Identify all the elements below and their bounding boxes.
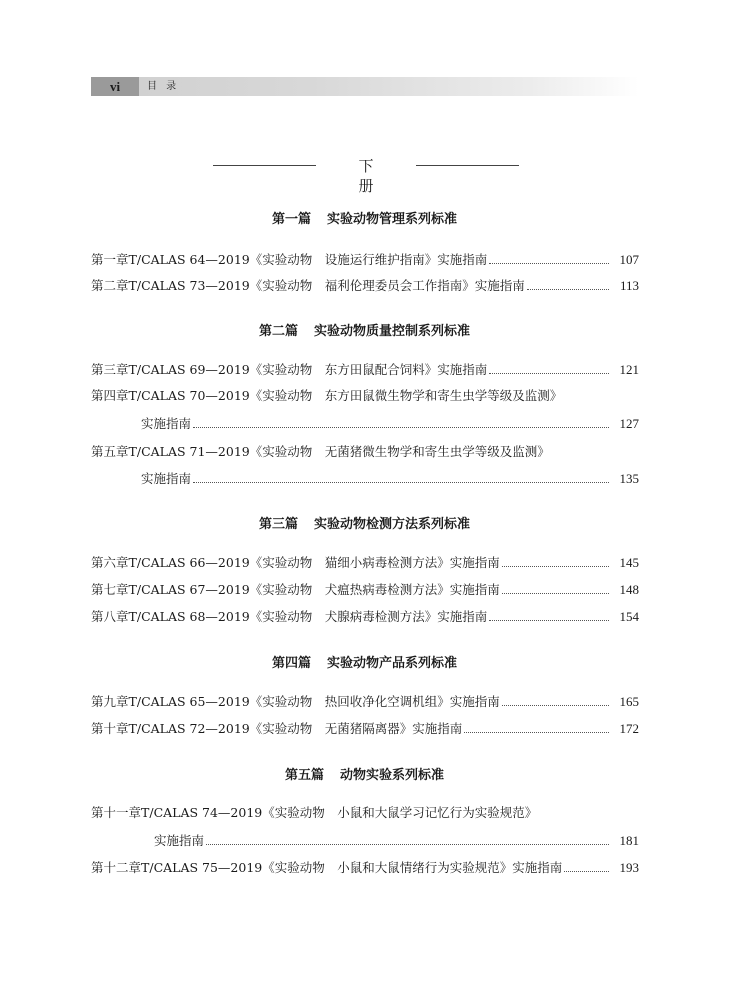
chapter-title: T/CALAS 71—2019《实验动物 无菌猪微生物学和寄生虫学等级及监测》: [128, 444, 550, 459]
toc-entry[interactable]: [91, 581, 639, 599]
part-number: 第三篇: [258, 517, 298, 532]
volume-rule-right: [416, 165, 519, 166]
dot-leader: [489, 620, 609, 621]
page-ref: 127: [619, 416, 639, 431]
chapter-title: T/CALAS 69—2019《实验动物 东方田鼠配合饲料》实施指南: [128, 362, 488, 377]
page-ref: 145: [619, 555, 639, 570]
part-heading: [0, 211, 729, 229]
chapter-title: T/CALAS 65—2019《实验动物 热回收净化空调机组》实施指南: [128, 694, 500, 709]
part-title: 实验动物检测方法系列标准: [314, 517, 471, 532]
part-number: 第二篇: [258, 324, 298, 339]
chapter-number: 第十章: [91, 721, 129, 736]
dot-leader: [193, 482, 609, 483]
chapter-title: T/CALAS 70—2019《实验动物 东方田鼠微生物学和寄生虫学等级及监测》: [128, 388, 563, 403]
toc-entry[interactable]: [91, 361, 639, 379]
toc-entry[interactable]: [91, 693, 639, 711]
dot-leader: [489, 263, 609, 264]
chapter-title-continuation: 实施指南: [141, 471, 192, 486]
dot-leader: [502, 593, 609, 594]
chapter-title: T/CALAS 74—2019《实验动物 小鼠和大鼠学习记忆行为实验规范》: [141, 805, 538, 820]
toc-entry[interactable]: [91, 859, 639, 877]
chapter-title: T/CALAS 75—2019《实验动物 小鼠和大鼠情绪行为实验规范》实施指南: [141, 860, 563, 875]
part-heading: [0, 655, 729, 673]
dot-leader: [502, 566, 609, 567]
dot-leader: [502, 705, 609, 706]
chapter-title-continuation: 实施指南: [154, 833, 205, 848]
chapter-number: 第八章: [91, 609, 129, 624]
page-ref: 148: [619, 582, 639, 597]
page-ref: 154: [619, 609, 639, 624]
chapter-title: T/CALAS 64—2019《实验动物 设施运行维护指南》实施指南: [128, 252, 488, 267]
part-number: 第五篇: [284, 768, 324, 783]
chapter-number: 第五章: [91, 444, 129, 459]
toc-entry[interactable]: [91, 251, 639, 269]
page-ref: 193: [619, 860, 639, 875]
chapter-number: 第十一章: [91, 805, 142, 820]
toc-entry-continuation[interactable]: [141, 415, 639, 433]
volume-rule-left: [213, 165, 316, 166]
part-title: 实验动物管理系列标准: [327, 212, 458, 227]
dot-leader: [193, 427, 609, 428]
page-ref: 121: [619, 362, 639, 377]
part-number: 第四篇: [271, 656, 311, 671]
chapter-number: 第九章: [91, 694, 129, 709]
part-title: 实验动物产品系列标准: [327, 656, 458, 671]
chapter-title: T/CALAS 66—2019《实验动物 猫细小病毒检测方法》实施指南: [128, 555, 500, 570]
toc-entry[interactable]: [91, 387, 639, 405]
chapter-number: 第三章: [91, 362, 129, 377]
page-ref: 107: [619, 252, 639, 267]
chapter-title: T/CALAS 68—2019《实验动物 犬腺病毒检测方法》实施指南: [128, 609, 488, 624]
chapter-title: T/CALAS 72—2019《实验动物 无菌猪隔离器》实施指南: [128, 721, 463, 736]
dot-leader: [489, 373, 609, 374]
part-heading: [0, 767, 729, 785]
toc-entry-continuation[interactable]: [141, 470, 639, 488]
page-number: vi: [91, 77, 139, 96]
page-ref: 172: [619, 721, 639, 736]
part-number: 第一篇: [271, 212, 311, 227]
running-header-title: 目 录: [147, 81, 180, 92]
toc-entry[interactable]: [91, 554, 639, 572]
part-heading: [0, 516, 729, 534]
chapter-number: 第二章: [91, 278, 129, 293]
toc-entry[interactable]: [91, 608, 639, 626]
part-title: 实验动物质量控制系列标准: [314, 324, 471, 339]
volume-title-block: [213, 156, 519, 195]
chapter-title: T/CALAS 67—2019《实验动物 犬瘟热病毒检测方法》实施指南: [128, 582, 500, 597]
chapter-number: 第七章: [91, 582, 129, 597]
page-ref: 165: [619, 694, 639, 709]
chapter-number: 第十二章: [91, 860, 142, 875]
dot-leader: [206, 844, 609, 845]
toc-entry[interactable]: [91, 277, 639, 295]
volume-title: 下 册: [358, 157, 398, 195]
toc-entry-continuation[interactable]: [154, 832, 639, 850]
chapter-number: 第六章: [91, 555, 129, 570]
toc-entry[interactable]: [91, 720, 639, 738]
chapter-number: 第四章: [91, 388, 129, 403]
page-ref: 181: [619, 833, 639, 848]
dot-leader: [564, 871, 609, 872]
part-heading: [0, 323, 729, 341]
chapter-number: 第一章: [91, 252, 129, 267]
toc-entry[interactable]: [91, 804, 639, 822]
page-ref: 113: [619, 278, 639, 293]
running-header: [91, 77, 639, 96]
chapter-title-continuation: 实施指南: [141, 416, 192, 431]
dot-leader: [464, 732, 609, 733]
page-ref: 135: [619, 471, 639, 486]
part-title: 动物实验系列标准: [340, 768, 445, 783]
chapter-title: T/CALAS 73—2019《实验动物 福利伦理委员会工作指南》实施指南: [128, 278, 525, 293]
dot-leader: [527, 289, 609, 290]
toc-entry[interactable]: [91, 443, 639, 461]
